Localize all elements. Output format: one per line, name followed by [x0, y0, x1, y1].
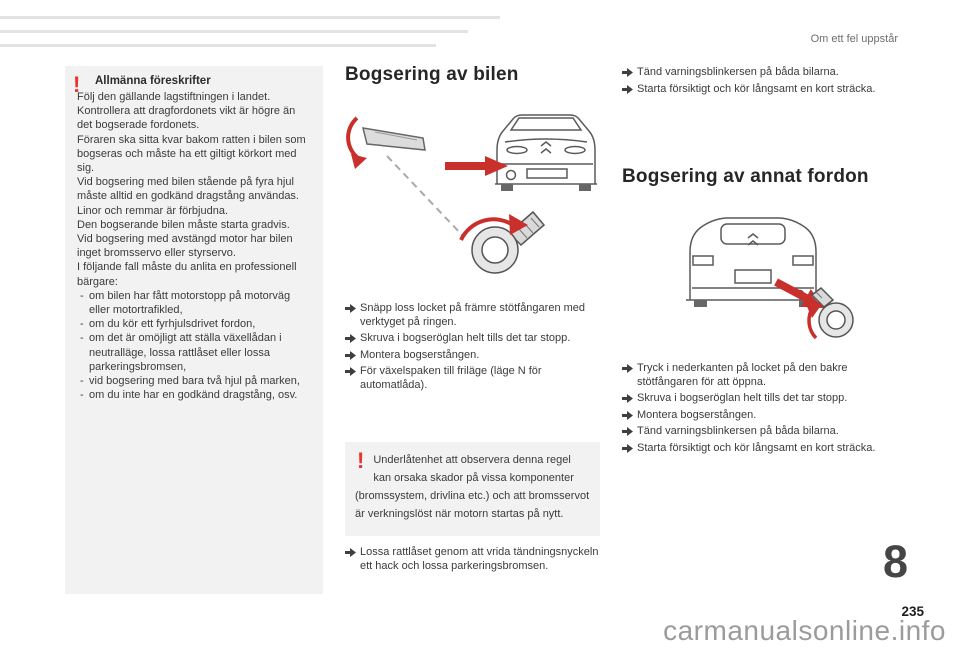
step-text: Skruva i bogseröglan helt tills det tar stopp. [637, 392, 848, 405]
caution-text: Underlåtenhet att observera denna regel kan orsaka skador på vissa komponenter (bromssystem, drivlina etc.) och att bromsservot är verkningslöst när motorn startas på nytt. [355, 454, 590, 520]
watermark: carmanualsonline.info [663, 615, 946, 646]
arrow-right-icon [622, 392, 637, 406]
dash-bullet: - [80, 389, 84, 402]
warning-box-title: Allmänna föreskrifter [95, 75, 211, 87]
step-text: Montera bogserstången. [360, 348, 480, 361]
step-text: Starta försiktigt och kör långsamt en kort sträcka. [637, 82, 876, 95]
general-regulations-box [65, 66, 323, 594]
warning-paragraph: Vid bogsering med bilen stående på fyra hjul måste alltid en godkänd dragstång användas. Linor och remmar är förbjudna. [77, 176, 299, 217]
step-text: Skruva i bogseröglan helt tills det tar stopp. [360, 332, 571, 345]
arrow-right-icon [622, 66, 637, 80]
dash-bullet: - [80, 332, 84, 345]
step-item [345, 302, 603, 329]
section-title-towing-other: Bogsering av annat fordon [622, 166, 869, 187]
decorative-line [0, 30, 468, 33]
warning-list-text: om du kör ett fyrhjulsdrivet fordon, [89, 318, 256, 331]
warning-list-text: om du inte har en godkänd dragstång, osv. [89, 389, 298, 402]
arrow-right-icon [622, 362, 637, 389]
step-text: Starta försiktigt och kör långsamt en kort sträcka. [637, 441, 876, 454]
warning-list-text: om det är omöjligt att ställa växellådan i neutralläge, lossa rattlåset eller lossa parkeringsbromsen, [89, 332, 282, 373]
step-item [622, 83, 894, 97]
warning-list-item [77, 374, 311, 388]
towing-car-final-step [345, 546, 603, 573]
warning-list-item [77, 388, 311, 402]
arrow-right-icon [622, 83, 637, 97]
arrow-right-icon [345, 332, 360, 346]
step-item [345, 349, 603, 363]
warning-icon: ! [357, 448, 365, 473]
warning-paragraph: Följ den gällande lagstiftningen i landet. [77, 91, 271, 103]
step-text: Snäpp loss locket på främre stötfångaren med verktyget på ringen. [360, 302, 586, 328]
running-header: Om ett fel uppstår [810, 33, 898, 45]
warning-paragraph: Kontrollera att dragfordonets vikt är högre än det bogserade fordonets. [77, 105, 296, 132]
decorative-line [0, 44, 436, 47]
step-item [622, 66, 894, 80]
warning-paragraph: Föraren ska sitta kvar bakom ratten i bilen som bogseras och måste ha ett giltigt körkort med sig. [77, 133, 306, 175]
step-item [345, 546, 603, 573]
step-item [622, 409, 894, 423]
warning-paragraph: I följande fall måste du anlita en professionell bärgare: [77, 261, 297, 288]
section-title-towing-car: Bogsering av bilen [345, 64, 519, 85]
step-text: För växelspaken till friläge (läge N för automatlåda). [360, 365, 542, 391]
arrow-right-icon [345, 365, 360, 392]
step-item [345, 365, 603, 392]
step-text: Montera bogserstången. [637, 408, 757, 421]
warning-list-item [77, 289, 311, 317]
warning-paragraph: Den bogserande bilen måste starta gradvis. [77, 218, 290, 231]
warning-list-text: om bilen har fått motorstopp på motorväg eller motortrafikled, [89, 289, 291, 317]
page-number: 235 [901, 604, 924, 619]
arrow-right-icon [622, 442, 637, 456]
warning-list-item [77, 331, 311, 374]
dash-bullet: - [80, 375, 84, 388]
step-item [345, 332, 603, 346]
arrow-right-icon [345, 302, 360, 329]
step-text: Lossa rattlåset genom att vrida tändningsnyckeln ett hack och lossa parkeringsbromsen. [360, 546, 599, 572]
caution-box [345, 442, 600, 536]
step-item [622, 392, 894, 406]
front-towing-illustration [345, 98, 600, 301]
step-item [622, 442, 894, 456]
step-text: Tänd varningsblinkersen på båda bilarna. [637, 66, 839, 78]
chapter-number: 8 [882, 536, 908, 587]
warning-list-item [77, 317, 311, 331]
rear-towing-illustration [628, 204, 878, 357]
arrow-right-icon [622, 409, 637, 423]
warning-icon: ! [73, 72, 81, 97]
step-item [622, 425, 894, 439]
step-text: Tryck i nederkanten på locket på den bakre stötfångaren för att öppna. [637, 362, 848, 388]
step-text: Tänd varningsblinkersen på båda bilarna. [637, 425, 839, 438]
decorative-line [0, 16, 500, 19]
dash-bullet: - [80, 318, 84, 331]
arrow-right-icon [345, 349, 360, 363]
towing-car-contd-steps [622, 66, 894, 96]
dash-bullet: - [80, 289, 84, 302]
step-item [622, 362, 894, 389]
warning-paragraph: Vid bogsering med avstängd motor har bilen inget bromsservo eller styrservo. [77, 233, 293, 260]
towing-car-steps [345, 302, 603, 393]
towing-other-steps [622, 362, 894, 456]
arrow-right-icon [345, 546, 360, 573]
arrow-right-icon [622, 425, 637, 439]
warning-list-text: vid bogsering med bara två hjul på marken, [89, 375, 300, 388]
